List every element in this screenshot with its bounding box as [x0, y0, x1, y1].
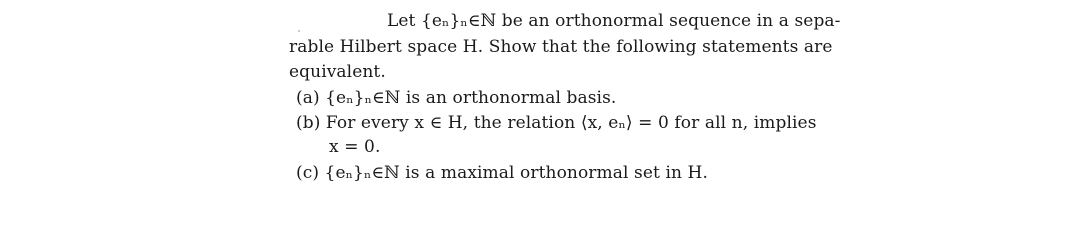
item-b-continuation: x = 0. — [329, 137, 381, 157]
item-b — [296, 113, 817, 133]
item-b-label: (b) — [296, 113, 321, 133]
item-c-label: (c) — [296, 163, 320, 183]
item-a — [296, 88, 616, 108]
statement-line-3: equivalent. — [289, 62, 386, 82]
statement-line-1: Let {eₙ}ₙ∈ℕ be an orthonormal sequence in a sepa- — [387, 11, 841, 31]
item-c — [296, 163, 708, 183]
item-c-text: {eₙ}ₙ∈ℕ is a maximal orthonormal set in H. — [324, 163, 708, 183]
statement-line-2: rable Hilbert space H. Show that the following statements are — [289, 37, 833, 57]
item-b-text: For every x ∈ H, the relation ⟨x, eₙ⟩ = 0 for all n, implies — [325, 113, 817, 133]
item-a-text: {eₙ}ₙ∈ℕ is an orthonormal basis. — [325, 88, 617, 108]
item-a-label: (a) — [296, 88, 320, 108]
scan-dot — [298, 30, 300, 32]
